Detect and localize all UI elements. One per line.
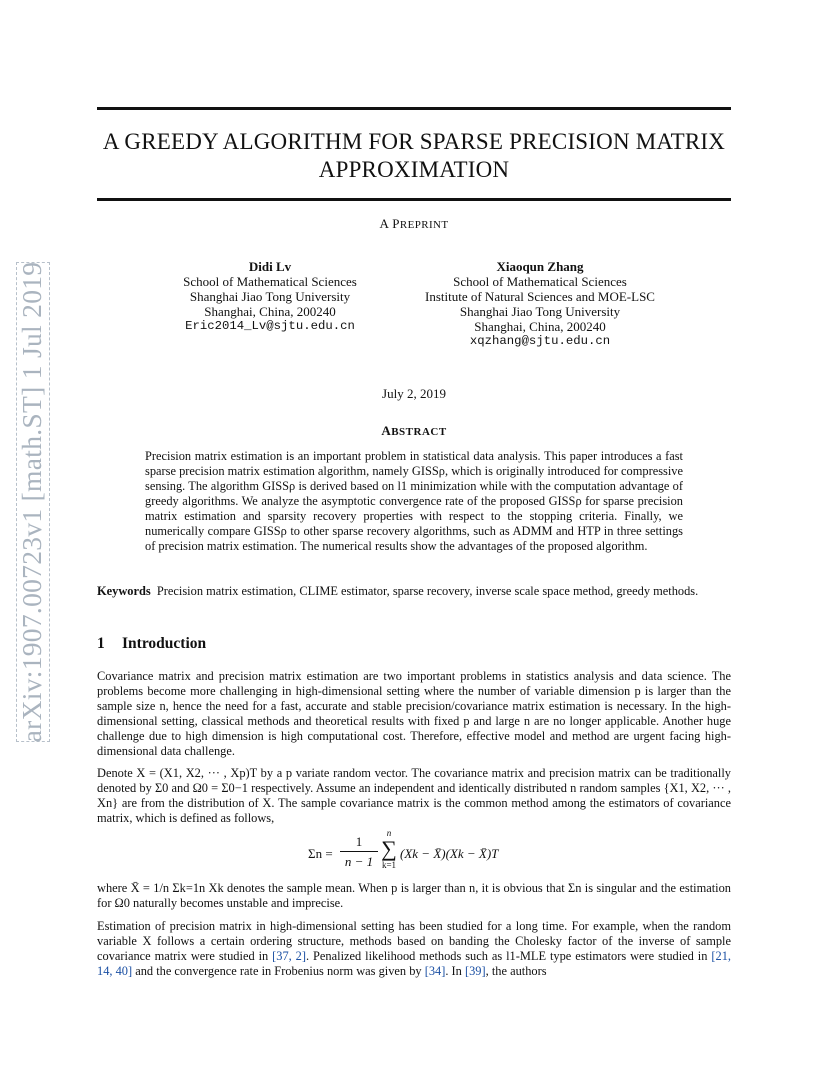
equation-terms: (Xk − X̄)(Xk − X̄)T: [400, 846, 499, 861]
keywords-text: Precision matrix estimation, CLIME estimator, sparse recovery, inverse scale space method, greedy methods.: [156, 584, 699, 598]
paragraph: Covariance matrix and precision matrix estimation are two important problems in statistics analysis and data science. The problems become more challenging in high-dimensional setting where the number of variable dimension p is larger than the sample size n, hence the need for a fast, accurate and stable precision/covariance matrix estimation is necessary. In the high-dimensional setting, classical methods and theoretical results with fixed p and large n are no longer applicable. Another huge challenge due to high dimension is high computational cost. Therefore, effective model and method are urgent facing high-dimensional data challenge.: [97, 669, 731, 758]
citation-link[interactable]: [39]: [464, 964, 486, 978]
author-affiliation: School of Mathematical Sciences: [453, 274, 627, 289]
author-name: Xiaoqun Zhang: [496, 259, 584, 274]
author-name: Didi Lv: [248, 259, 292, 274]
author-affiliation: Shanghai, China, 200240: [204, 304, 336, 319]
paper-title: A GREEDY ALGORITHM FOR SPARSE PRECISION MATRIX APPROXIMATION: [102, 129, 726, 182]
paragraph: where X̄ = 1/n Σk=1n Xk denotes the sample mean. When p is larger than n, it is obvious that Σn is singular and the estimation for Ω0 naturally becomes unstable and imprecise.: [97, 881, 731, 910]
arxiv-identifier[interactable]: arXiv:1907.00723v1 [math.ST] 1 Jul 2019: [16, 261, 47, 743]
author-block-2: [405, 259, 675, 349]
section-heading: [97, 635, 206, 653]
author-block-1: [150, 259, 390, 334]
preprint-label: A PREPRINT: [379, 216, 449, 231]
author-affiliation: Shanghai Jiao Tong University: [189, 289, 351, 304]
equation-lhs: Σn =: [308, 846, 333, 861]
title-rule-bottom: [97, 198, 731, 201]
author-email[interactable]: xqzhang@sjtu.edu.cn: [469, 334, 611, 348]
keywords-label: Keywords: [97, 584, 151, 598]
title-rule-top: [97, 107, 731, 110]
abstract-heading: ABSTRACT: [381, 423, 447, 438]
citation-link[interactable]: [21, 14, 40]: [97, 949, 731, 978]
citation-link[interactable]: [34]: [424, 964, 446, 978]
arxiv-watermark: [12, 262, 52, 742]
author-affiliation: Shanghai, China, 200240: [474, 319, 606, 334]
author-affiliation: Shanghai Jiao Tong University: [459, 304, 621, 319]
publication-date: July 2, 2019: [382, 386, 446, 401]
paragraph: Denote X = (X1, X2, ··· , Xp)T by a p variate random vector. The covariance matrix and precision matrix can be traditionally denoted by Σ0 and Ω0 = Σ0−1 respectively. Assume an independent and identically distributed n random samples {X1, X2, ··· , Xn} are from the distribution of X. The sample covariance matrix is the common method among the estimators of covariance matrix, which is defined as follows,: [97, 766, 731, 825]
section-title: Introduction: [122, 635, 207, 652]
abstract-text: Precision matrix estimation is an important problem in statistical data analysis. This paper introduces a fast sparse precision matrix estimation algorithm, namely GISSρ, which is originally introduced for compressive sensing. The algorithm GISSρ is derived based on l1 minimization while with the computation advantage of greedy algorithms. We analyze the asymptotic convergence rate of the proposed GISSρ for sparse precision matrix estimation and sparsity recovery properties with respect to the stopping criteria. Finally, we numerically compare GISSρ to other sparse recovery algorithms, such as ADMM and HTP in three settings of precision matrix estimation. The numerical results show the advantages of the proposed algorithm.: [145, 449, 683, 553]
keywords: [97, 584, 731, 599]
paragraph: Estimation of precision matrix in high-dimensional setting has been studied for a long time. For example, when the random variable X follows a certain ordering structure, methods based on banding the Cholesky factor of the inverse of sample covariance matrix were studied in [37, 2]. Penalized likelihood methods such as l1-MLE type estimators were studied in [21, 14, 40] and the convergence rate in Frobenius norm was given by [34]. In [39], the authors: [97, 919, 731, 978]
author-email[interactable]: Eric2014_Lv@sjtu.edu.cn: [185, 319, 355, 333]
section-number: 1: [97, 635, 105, 652]
author-affiliation: School of Mathematical Sciences: [183, 274, 357, 289]
equation-fraction: 1 n − 1: [340, 834, 378, 869]
author-affiliation: Institute of Natural Sciences and MOE-LSC: [425, 289, 655, 304]
citation-link[interactable]: [37, 2]: [272, 949, 307, 963]
sample-covariance-equation: [300, 828, 540, 874]
equation-summation: n ∑ k=1: [381, 828, 397, 870]
